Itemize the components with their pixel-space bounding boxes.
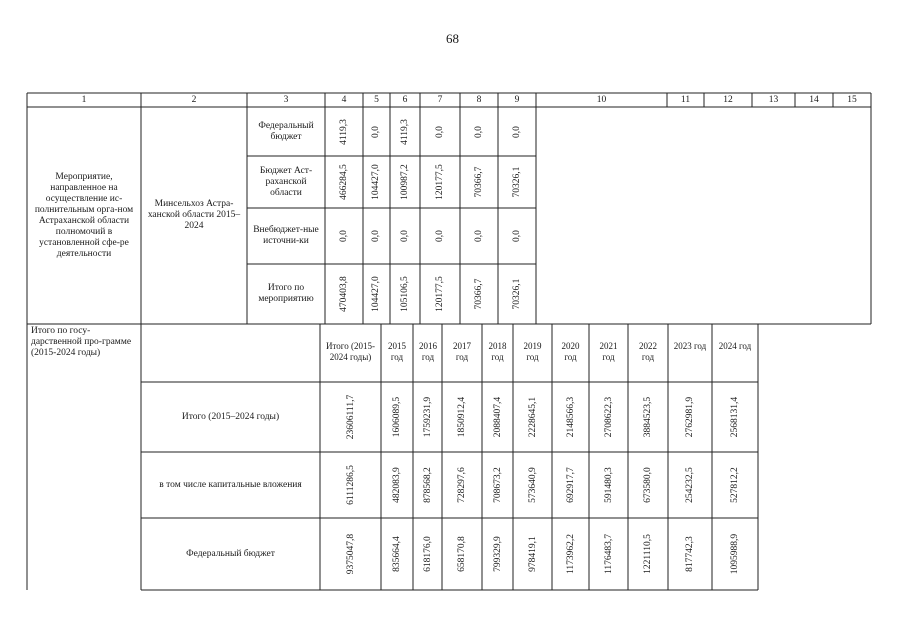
program-title: Итого по госу-дарственной про-грамме (2015-2024 годы)	[31, 326, 132, 358]
funding-source-regional: Бюджет Аст-раханской области	[259, 165, 313, 198]
header-number: 2	[191, 95, 197, 105]
header-number: 3	[283, 95, 289, 105]
header-number: 10	[596, 95, 607, 105]
year-header: 2019 год	[523, 341, 542, 362]
header-number: 9	[514, 95, 520, 105]
year-header: 2017 год	[453, 341, 471, 362]
header-number: 15	[847, 95, 857, 105]
year-header: 2015 год	[388, 341, 406, 362]
program-row-label-capital: в том числе капитальные вложения	[159, 479, 302, 490]
year-header: 2022 год	[639, 341, 657, 362]
funding-source-event-total: Итого по мероприятию	[258, 283, 314, 304]
header-number: 14	[809, 95, 819, 105]
header-number: 11	[680, 95, 691, 105]
funding-source-federal: Федеральный бюджет	[258, 120, 314, 142]
header-number: 13	[768, 95, 779, 105]
event-name: Мероприятие, направленное на осуществление ис-полнительным орга-ном Астраханской области полномочий в установленной сфе-ре деятельности	[34, 171, 134, 259]
event-executor: Минсельхоз Астра-ханской области 2015–2024	[147, 199, 241, 231]
program-row-label-federal: Федеральный бюджет	[186, 548, 275, 559]
program-row-label-total: Итого (2015–2024 годы)	[181, 411, 280, 422]
year-header: 2023 год	[673, 341, 707, 351]
year-header: 2016 год	[419, 341, 437, 362]
header-number: 6	[402, 95, 408, 105]
header-number: 4	[341, 95, 347, 105]
page-number: 68	[446, 31, 459, 46]
year-header: Итого (2015-2024 годы)	[325, 341, 376, 362]
year-header: 2018 год	[488, 341, 507, 362]
header-number: 1	[81, 95, 87, 105]
year-header: 2020 год	[561, 341, 580, 362]
header-number: 5	[374, 95, 379, 105]
header-number: 8	[476, 95, 482, 105]
funding-source-extrabudgetary: Внебюджет-ные источни-ки	[253, 225, 319, 246]
header-number: 12	[723, 95, 733, 105]
year-header: 2021 год	[599, 341, 618, 362]
header-number: 7	[437, 95, 443, 105]
year-header: 2024 год	[718, 341, 752, 351]
